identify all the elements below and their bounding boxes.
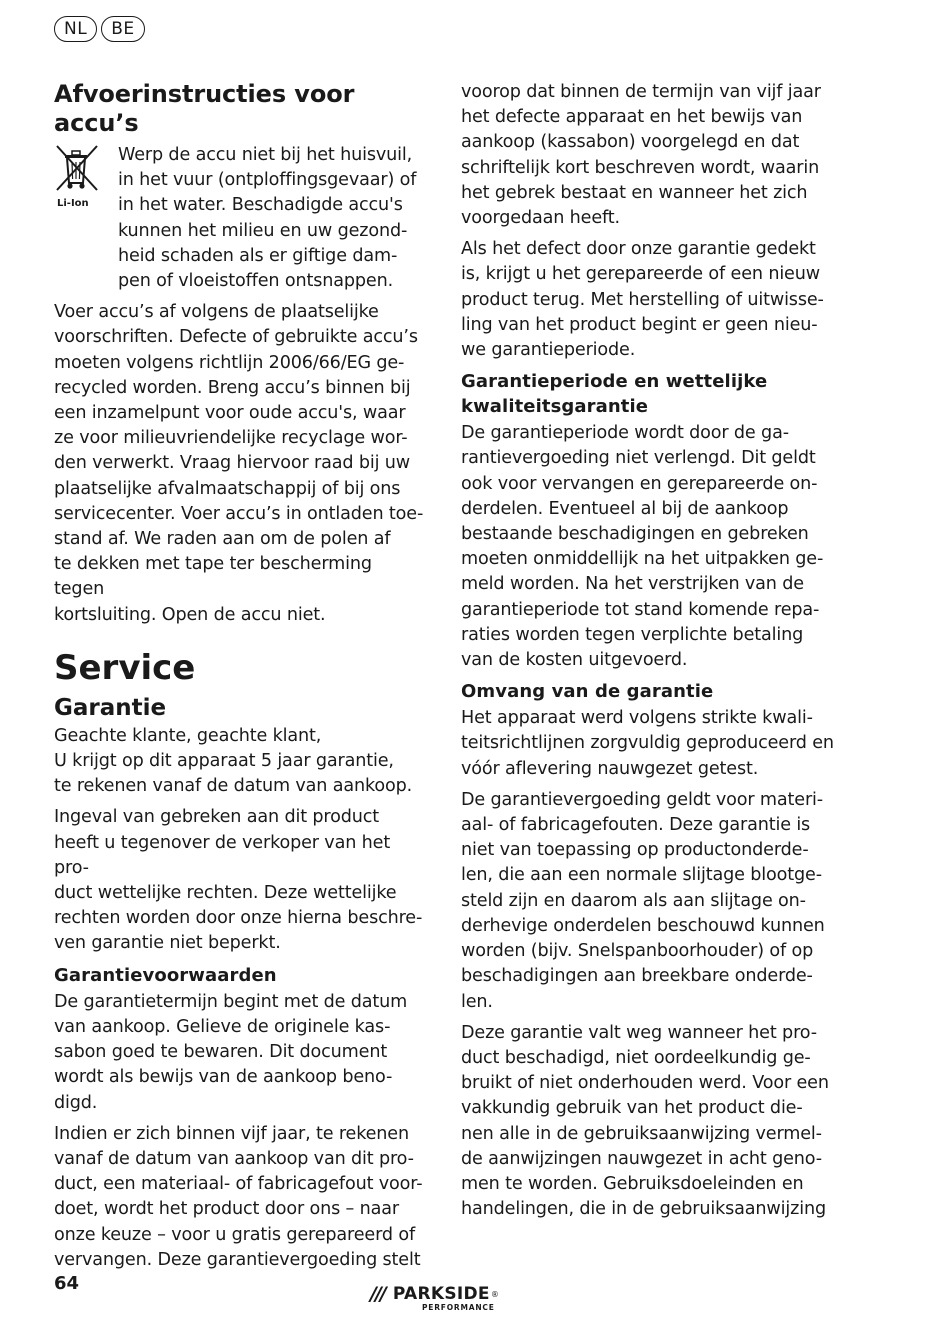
text-line: ven garantie niet beperkt. xyxy=(54,933,281,954)
text-line: wordt als bewijs van de aankoop beno- xyxy=(54,1067,393,1088)
text-line: vervangen. Deze garantievergoeding stelt xyxy=(54,1249,421,1270)
text-line: garantieperiode tot stand komende repa- xyxy=(461,599,820,620)
text-line: heeft u tegenover de verkoper van het pro- xyxy=(54,832,391,878)
text-line: bestaande beschadigingen en gebreken xyxy=(461,524,809,545)
left-column xyxy=(54,80,426,1273)
logo-brand-name: PARKSIDE xyxy=(392,1284,490,1304)
text-line: len. xyxy=(461,991,493,1012)
text-line: moeten onmiddellijk na het uitpakken ge- xyxy=(461,549,824,570)
text-line: aankoop (kassabon) voorgelegd en dat xyxy=(461,132,800,153)
text-line: recycled worden. Breng accu’s binnen bij xyxy=(54,377,411,398)
logo-slashes: /// xyxy=(370,1283,385,1305)
text-line: te dekken met tape ter bescherming tegen xyxy=(54,554,372,600)
text-line: De garantietermijn begint met de datum xyxy=(54,991,408,1012)
language-badge-be: BE xyxy=(101,16,144,42)
text-line: stand af. We raden aan om de polen af xyxy=(54,529,391,550)
text-line: teitsrichtlijnen zorgvuldig geproduceerd en xyxy=(461,733,834,754)
crossed-out-wheelie-bin-icon xyxy=(54,143,102,193)
text-line: pen of vloeistoffen ontsnappen. xyxy=(118,271,394,292)
text-line: Indien er zich binnen vijf jaar, te rekenen xyxy=(54,1123,409,1144)
text-line: een inzamelpunt voor oude accu's, waar xyxy=(54,403,406,424)
text-line: Voer accu’s af volgens de plaatselijke xyxy=(54,302,379,323)
text-line: van de kosten uitgevoerd. xyxy=(461,650,688,671)
text-line: sabon goed te bewaren. Dit document xyxy=(54,1042,388,1063)
text-line: men te worden. Gebruiksdoeleinden en xyxy=(461,1173,804,1194)
text-line: Werp de accu niet bij het huisvuil, xyxy=(118,145,413,165)
text-line: vóór aflevering nauwgezet getest. xyxy=(461,758,759,779)
text-line: steld zijn en daarom als aan slijtage on- xyxy=(461,890,806,911)
language-badge-nl: NL xyxy=(54,16,97,42)
text-line: in het water. Beschadigde accu's xyxy=(118,195,403,216)
conditions-heading: Garantievoorwaarden xyxy=(54,964,277,986)
text-line: we garantieperiode. xyxy=(461,340,636,361)
text-line: niet van toepassing op productonderde- xyxy=(461,840,809,861)
logo-tagline: PERFORMANCE xyxy=(422,1303,495,1312)
text-line: Als het defect door onze garantie gedekt xyxy=(461,239,816,260)
continuation-paragraph xyxy=(461,80,841,231)
text-line: te rekenen vanaf de datum van aankoop. xyxy=(54,776,413,797)
period-heading xyxy=(461,369,841,419)
text-line: Deze garantie valt weg wanneer het pro- xyxy=(461,1022,817,1043)
text-line: de aanwijzingen nauwgezet in acht geno- xyxy=(461,1148,822,1169)
period-paragraph xyxy=(461,421,841,673)
text-line: is, krijgt u het gerepareerde of een nieuw xyxy=(461,264,820,285)
text-line: plaatselijke afvalmaatschappij of bij ons xyxy=(54,478,401,499)
text-line: ook voor vervangen en gerepareerde on- xyxy=(461,473,818,494)
text-line: beschadigingen aan breekbare onderde- xyxy=(461,966,813,987)
text-line: De garantieperiode wordt door de ga- xyxy=(461,423,789,444)
text-line: den verwerkt. Vraag hiervoor raad bij uw xyxy=(54,453,411,474)
intro-paragraph xyxy=(54,749,426,799)
crossed-bin-icon-wrap xyxy=(54,143,118,294)
text-line: De garantievergoeding geldt voor materi- xyxy=(461,789,823,810)
text-line: kunnen het milieu en uw gezond- xyxy=(118,220,408,241)
text-line: van aankoop. Gelieve de originele kas- xyxy=(54,1016,391,1037)
text-line: in het vuur (ontploffingsgevaar) of xyxy=(118,170,417,191)
text-line: duct, een materiaal- of fabricagefout voor- xyxy=(54,1174,423,1195)
repair-paragraph xyxy=(461,237,841,363)
text-line: moeten volgens richtlijn 2006/66/EG ge- xyxy=(54,352,405,373)
text-line: digd. xyxy=(54,1092,98,1113)
text-line: product terug. Met herstelling of uitwisse- xyxy=(461,289,824,310)
text-line: derdelen. Eventueel al bij de aankoop xyxy=(461,498,789,519)
page-number: 64 xyxy=(54,1273,80,1294)
right-column xyxy=(461,80,841,1222)
text-line: doet, wordt het product door ons – naar xyxy=(54,1199,399,1220)
heading-line: Garantieperiode en wettelijke xyxy=(461,371,768,393)
scope-heading: Omvang van de garantie xyxy=(461,681,714,703)
text-line: kortsluiting. Open de accu niet. xyxy=(54,604,326,625)
battery-warning-text xyxy=(118,143,416,294)
text-line: raties worden tegen verplichte betaling xyxy=(461,624,804,645)
text-line: duct beschadigd, niet oordeelkundig ge- xyxy=(461,1047,811,1068)
text-line: bruikt of niet onderhouden werd. Voor een xyxy=(461,1073,829,1094)
text-line: U krijgt op dit apparaat 5 jaar garantie, xyxy=(54,751,394,772)
text-line: voorop dat binnen de termijn van vijf jaar xyxy=(461,82,821,102)
text-line: meld worden. Na het verstrijken van de xyxy=(461,574,804,595)
text-line: onze keuze – voor u gratis gerepareerd of xyxy=(54,1224,415,1245)
heading-line: kwaliteitsgarantie xyxy=(461,396,649,418)
scope-paragraph-2 xyxy=(461,788,841,1015)
text-line: het gebrek bestaat en wanneer het zich xyxy=(461,182,808,203)
text-line: voorschriften. Defecte of gebruikte accu’s xyxy=(54,327,418,348)
text-line: aal- of fabricagefouten. Deze garantie is xyxy=(461,815,811,836)
five-year-paragraph xyxy=(54,1122,426,1273)
li-ion-label: Li-Ion xyxy=(57,198,89,209)
service-heading: Service xyxy=(54,647,196,688)
text-line: Het apparaat werd volgens strikte kwali- xyxy=(461,708,813,729)
text-line: Ingeval van gebreken aan dit product xyxy=(54,807,380,828)
battery-disposal-heading: Afvoerinstructies voor accu’s xyxy=(54,80,355,137)
scope-paragraph-1 xyxy=(461,706,841,782)
text-line: vanaf de datum van aankoop van dit pro- xyxy=(54,1148,414,1169)
text-line: servicecenter. Voer accu’s in ontladen toe- xyxy=(54,503,424,524)
parkside-logo xyxy=(370,1283,499,1312)
battery-warning-block xyxy=(54,143,426,294)
text-line: het defecte apparaat en het bewijs van xyxy=(461,107,803,128)
text-line: ze voor milieuvriendelijke recyclage wor- xyxy=(54,428,408,449)
text-line: rechten worden door onze hierna beschre- xyxy=(54,908,423,929)
language-badges xyxy=(54,16,145,42)
text-line: vakkundig gebruik van het product die- xyxy=(461,1098,803,1119)
defect-paragraph xyxy=(54,805,426,956)
logo-main-row xyxy=(370,1283,499,1305)
garantie-heading: Garantie xyxy=(54,694,167,721)
text-line: voorgedaan heeft. xyxy=(461,208,620,229)
text-line: handelingen, die in de gebruiksaanwijzing xyxy=(461,1199,826,1220)
text-line: duct wettelijke rechten. Deze wettelijke xyxy=(54,883,397,904)
text-line: len, die aan een normale slijtage blootge- xyxy=(461,865,822,886)
registered-mark: ® xyxy=(490,1289,499,1299)
text-line: schriftelijk kort beschreven wordt, waarin xyxy=(461,157,820,178)
text-line: heid schaden als er giftige dam- xyxy=(118,245,398,266)
scope-paragraph-3 xyxy=(461,1021,841,1223)
text-line: ling van het product begint er geen nieu- xyxy=(461,314,818,335)
text-line: worden (bijv. Snelspanboorhouder) of op xyxy=(461,941,814,962)
text-line: derhevige onderdelen beschouwd kunnen xyxy=(461,915,825,936)
greeting-line: Geachte klante, geachte klant, xyxy=(54,725,322,746)
text-line: nen alle in de gebruiksaanwijzing vermel- xyxy=(461,1123,822,1144)
conditions-paragraph xyxy=(54,990,426,1116)
text-line: rantievergoeding niet verlengd. Dit geldt xyxy=(461,448,816,469)
disposal-paragraph xyxy=(54,300,426,628)
